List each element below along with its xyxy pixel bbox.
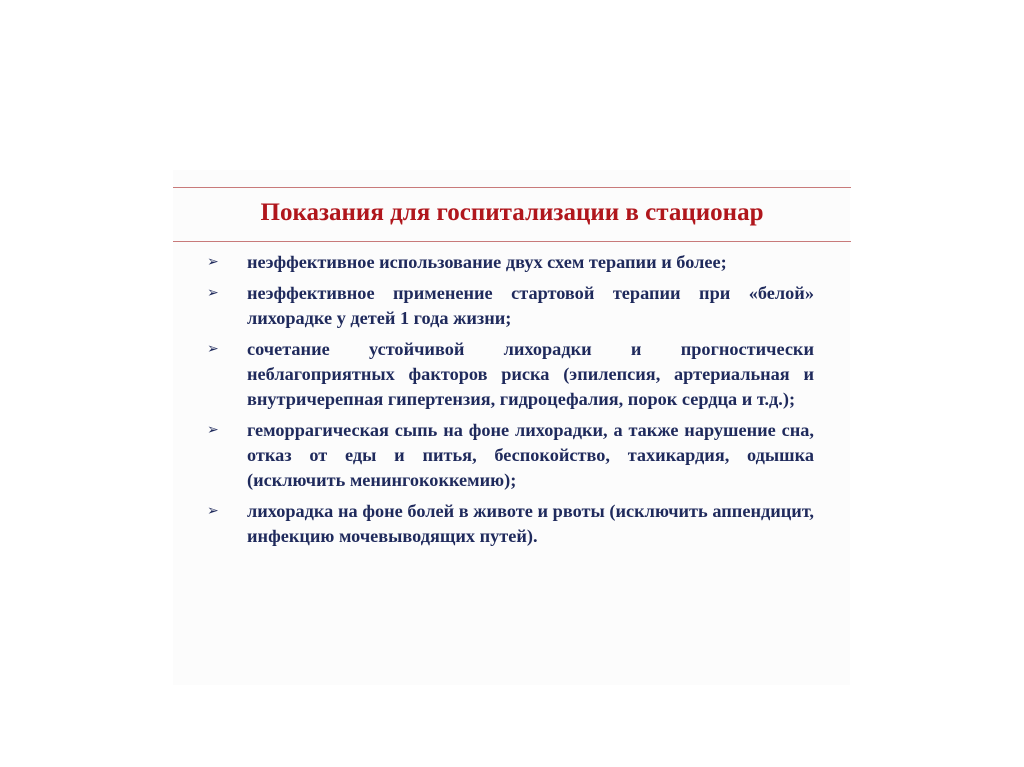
list-item	[205, 337, 814, 412]
list-item-text: геморрагическая сыпь на фоне лихорадки, а также нарушение сна, отказ от еды и питья, беспокойство, тахикардия, одышка (исключить менингококкемию);	[247, 420, 814, 490]
arrow-bullet-icon: ➢	[207, 254, 219, 270]
list-item-text: лихорадка на фоне болей в животе и рвоты (исключить аппендицит, инфекцию мочевыводящих путей).	[247, 501, 814, 546]
list-item-text: сочетание устойчивой лихорадки и прогностически неблагоприятных факторов риска (эпилепсия, артериальная и внутричерепная гипертензия, гидроцефалия, порок сердца и т.д.);	[247, 339, 814, 409]
list-item-text: неэффективное использование двух схем терапии и более;	[247, 252, 727, 272]
slide-title: Показания для госпитализации в стационар	[260, 199, 764, 226]
list-item-text: неэффективное применение стартовой терапии при «белой» лихорадке у детей 1 года жизни;	[247, 283, 814, 328]
list-item	[205, 418, 814, 493]
title-bottom-rule	[173, 241, 851, 242]
list-item	[205, 281, 814, 331]
arrow-bullet-icon: ➢	[207, 341, 219, 357]
list-item	[205, 499, 814, 549]
title-top-rule	[173, 187, 851, 188]
indications-list	[205, 250, 814, 555]
list-item	[205, 250, 814, 275]
arrow-bullet-icon: ➢	[207, 503, 219, 519]
arrow-bullet-icon: ➢	[207, 422, 219, 438]
arrow-bullet-icon: ➢	[207, 285, 219, 301]
